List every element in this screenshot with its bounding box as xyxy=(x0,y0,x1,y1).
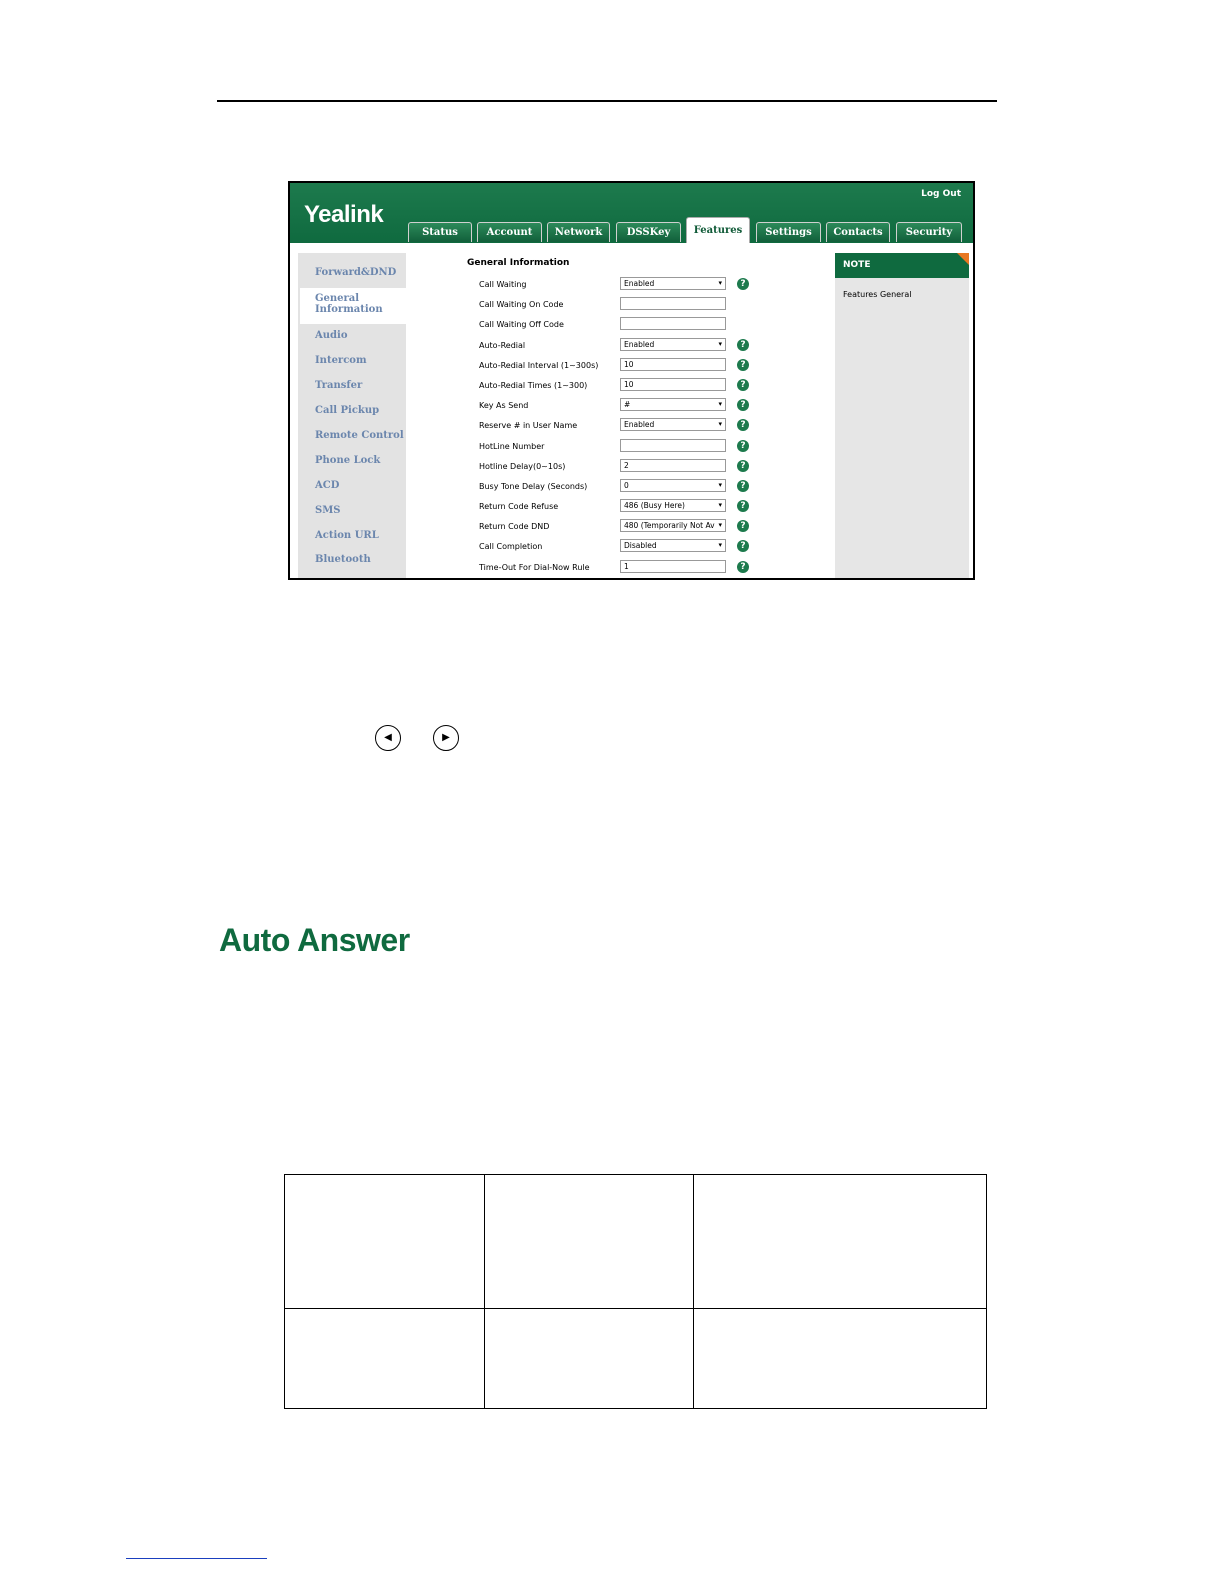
sidebar-item-forward-dnd[interactable]: Forward&DND xyxy=(315,267,397,278)
next-circle-icon: ▶ xyxy=(433,725,459,751)
tab-contacts[interactable]: Contacts xyxy=(826,222,890,242)
field-label: HotLine Number xyxy=(479,442,545,451)
field-label: Busy Tone Delay (Seconds) xyxy=(479,482,588,491)
table-row xyxy=(285,1309,987,1409)
form-row xyxy=(406,479,831,495)
sidebar-item-remote-control[interactable]: Remote Control xyxy=(315,430,404,441)
hotline-delay-input[interactable]: 2 xyxy=(620,459,726,472)
field-label: Key As Send xyxy=(479,401,529,410)
sidebar-item-action-url[interactable]: Action URL xyxy=(315,530,379,541)
field-label: Call Waiting xyxy=(479,280,527,289)
field-label: Call Completion xyxy=(479,542,543,551)
help-icon[interactable]: ? xyxy=(737,419,749,431)
table-cell xyxy=(485,1309,694,1409)
tab-settings[interactable]: Settings xyxy=(756,222,821,242)
note-text: Features General xyxy=(843,290,912,299)
table-row xyxy=(285,1175,987,1309)
form-row xyxy=(406,459,831,475)
form-row xyxy=(406,317,831,333)
help-icon[interactable]: ? xyxy=(737,399,749,411)
table-cell xyxy=(694,1309,987,1409)
sidebar-item-audio[interactable]: Audio xyxy=(315,330,348,341)
field-label: Auto-Redial Interval (1~300s) xyxy=(479,361,599,370)
key-as-send-select[interactable]: # ▾ xyxy=(620,398,726,411)
table-cell xyxy=(694,1175,987,1309)
field-label: Auto-Redial Times (1~300) xyxy=(479,381,588,390)
help-icon[interactable]: ? xyxy=(737,440,749,452)
hotline-number-input[interactable] xyxy=(620,439,726,452)
form-row xyxy=(406,297,831,313)
form-row xyxy=(406,539,831,555)
call-waiting-on-code-input[interactable] xyxy=(620,297,726,310)
field-label: Call Waiting On Code xyxy=(479,300,564,309)
form-row xyxy=(406,398,831,414)
help-icon[interactable]: ? xyxy=(737,480,749,492)
field-label: Return Code DND xyxy=(479,522,550,531)
sidebar-item-intercom[interactable]: Intercom xyxy=(315,355,367,366)
yealink-logo: Yealink xyxy=(304,201,384,228)
form-row xyxy=(406,439,831,455)
footer-link-underline xyxy=(126,1558,267,1559)
field-label: Call Waiting Off Code xyxy=(479,320,564,329)
form-row xyxy=(406,418,831,434)
form-row xyxy=(406,560,831,576)
form-row xyxy=(406,499,831,515)
form-row xyxy=(406,338,831,354)
help-icon[interactable]: ? xyxy=(737,278,749,290)
sidebar-item-general-information[interactable]: General Information xyxy=(315,293,383,315)
previous-circle-icon: ◀ xyxy=(375,725,401,751)
sidebar-item-acd[interactable]: ACD xyxy=(315,480,340,491)
field-label: Hotline Delay(0~10s) xyxy=(479,462,566,471)
section-heading: Auto Answer xyxy=(219,922,410,958)
help-icon[interactable]: ? xyxy=(737,500,749,512)
sidebar-item-transfer[interactable]: Transfer xyxy=(315,380,363,391)
field-label: Reserve # in User Name xyxy=(479,421,578,430)
form-row xyxy=(406,358,831,374)
note-title: NOTE xyxy=(835,253,969,278)
auto-redial-select[interactable]: Enabled ▾ xyxy=(620,338,726,351)
reserve-hash-select[interactable]: Enabled ▾ xyxy=(620,418,726,431)
tab-account[interactable]: Account xyxy=(477,222,542,242)
help-icon[interactable]: ? xyxy=(737,520,749,532)
table-cell xyxy=(285,1175,485,1309)
section-title: General Information xyxy=(467,258,570,268)
auto-redial-times-input[interactable]: 10 xyxy=(620,378,726,391)
field-label: Auto-Redial xyxy=(479,341,526,350)
tab-network[interactable]: Network xyxy=(547,222,610,242)
sidebar-item-phone-lock[interactable]: Phone Lock xyxy=(315,455,381,466)
logout-link[interactable]: Log Out xyxy=(921,189,961,199)
sidebar-item-sms[interactable]: SMS xyxy=(315,505,341,516)
field-label: Time-Out For Dial-Now Rule xyxy=(479,563,590,572)
note-panel xyxy=(835,253,969,580)
form-row xyxy=(406,277,831,293)
tab-dsskey[interactable]: DSSKey xyxy=(616,222,681,242)
parameter-table xyxy=(284,1174,987,1409)
header-rule xyxy=(217,100,997,102)
tab-security[interactable]: Security xyxy=(896,222,962,242)
help-icon[interactable]: ? xyxy=(737,359,749,371)
web-ui-screenshot xyxy=(288,181,975,580)
form-row xyxy=(406,519,831,535)
auto-redial-interval-input[interactable]: 10 xyxy=(620,358,726,371)
busy-tone-delay-select[interactable]: 0 ▾ xyxy=(620,479,726,492)
tab-features[interactable]: Features xyxy=(686,217,750,243)
table-cell xyxy=(485,1175,694,1309)
top-bar xyxy=(290,183,973,243)
form-row xyxy=(406,378,831,394)
call-waiting-select[interactable]: Enabled ▾ xyxy=(620,277,726,290)
return-code-refuse-select[interactable]: 486 (Busy Here) ▾ xyxy=(620,499,726,512)
tab-status[interactable]: Status xyxy=(408,222,472,242)
table-cell xyxy=(285,1309,485,1409)
sidebar-item-bluetooth[interactable]: Bluetooth xyxy=(315,554,371,565)
sidebar-item-call-pickup[interactable]: Call Pickup xyxy=(315,405,380,416)
dial-now-timeout-input[interactable]: 1 xyxy=(620,560,726,573)
help-icon[interactable]: ? xyxy=(737,339,749,351)
note-corner-icon xyxy=(957,253,969,265)
call-waiting-off-code-input[interactable] xyxy=(620,317,726,330)
return-code-dnd-select[interactable]: 480 (Temporarily Not Av ▾ xyxy=(620,519,726,532)
call-completion-select[interactable]: Disabled ▾ xyxy=(620,539,726,552)
settings-form xyxy=(406,253,831,580)
help-icon[interactable]: ? xyxy=(737,561,749,573)
help-icon[interactable]: ? xyxy=(737,540,749,552)
help-icon[interactable]: ? xyxy=(737,379,749,391)
field-label: Return Code Refuse xyxy=(479,502,559,511)
help-icon[interactable]: ? xyxy=(737,460,749,472)
